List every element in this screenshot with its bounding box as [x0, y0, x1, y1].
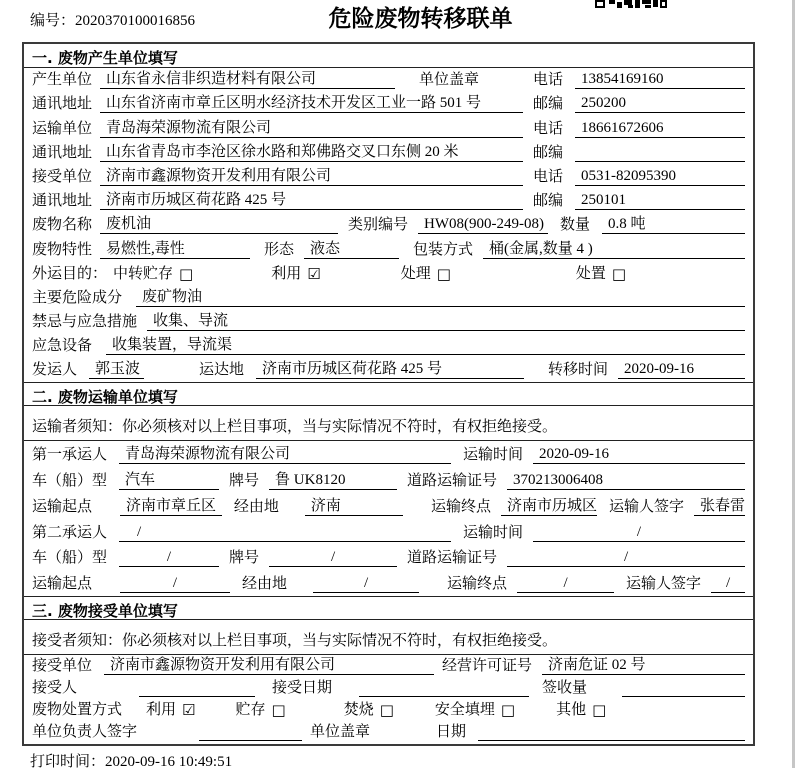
carrier1-time-label: 运输时间 — [463, 447, 524, 464]
receiver-address-row — [24, 189, 753, 213]
signature-value — [199, 740, 302, 741]
checkbox-treat: □ — [436, 264, 451, 283]
checkbox-incinerate: □ — [379, 701, 394, 720]
route1-row — [24, 493, 753, 519]
disposal-option-other — [556, 701, 606, 719]
date-label: 日期 — [436, 724, 467, 741]
waste-traits-label: 废物特性 — [32, 241, 93, 258]
route1-end-label: 运输终点 — [430, 498, 491, 515]
landfill-label: 安全填埋 — [434, 702, 495, 719]
checkbox-transfer-storage: □ — [179, 264, 194, 283]
vehicle1-cert-label: 道路运输证号 — [407, 473, 498, 490]
seal-label: 单位盖章 — [310, 724, 371, 741]
dispatch-person-value: 郭玉波 — [89, 360, 144, 379]
signature-label: 单位负责人签字 — [32, 724, 138, 741]
transporter-address-value: 山东省青岛市李沧区徐水路和郑佛路交叉口东侧 20 米 — [100, 143, 523, 162]
producer-value: 山东省永信非织造材料有限公司 — [100, 70, 395, 89]
dispatch-dest-value: 济南市历城区荷花路 425 号 — [256, 360, 524, 379]
route2-end-value: / — [517, 574, 614, 593]
carrier2-time-value: / — [533, 523, 745, 542]
disposal-option-incinerate — [344, 701, 394, 719]
waste-code-value: HW08(900-249-08) — [418, 215, 548, 234]
receiver-zip-value: 250101 — [575, 191, 745, 210]
vehicle2-cert-value: / — [507, 548, 745, 567]
purpose-option-treat — [401, 265, 451, 283]
date-value — [478, 740, 745, 741]
store-label: 贮存 — [235, 702, 266, 719]
carrier2-value: / — [119, 523, 451, 542]
purpose-option-transfer-storage — [113, 265, 193, 283]
route1-end-value: 济南市历城区 — [501, 497, 597, 516]
vehicle1-plate-value: 鲁 UK8120 — [269, 471, 397, 490]
dispose-label: 处置 — [575, 265, 606, 282]
serial-label: 编号： — [30, 13, 76, 29]
transporter-phone-label: 电话 — [532, 120, 563, 137]
route2-start-label: 运输起点 — [32, 576, 93, 593]
route1-via-label: 经由地 — [233, 498, 279, 515]
route2-end-label: 运输终点 — [447, 576, 508, 593]
checkbox-other: □ — [592, 701, 607, 720]
equipment-row — [24, 334, 753, 358]
transporter-row — [24, 116, 753, 140]
other-label: 其他 — [556, 702, 587, 719]
waste-name-row — [24, 213, 753, 237]
accept-person-label: 接受人 — [32, 679, 78, 696]
receiver-row — [24, 165, 753, 189]
incinerate-label: 焚烧 — [343, 702, 374, 719]
dispatch-dest-label: 运达地 — [199, 362, 245, 379]
transporter-label: 运输单位 — [32, 120, 93, 137]
transporter-value: 青岛海荣源物流有限公司 — [100, 119, 523, 138]
receiver-phone-value: 0531-82095390 — [575, 167, 745, 186]
waste-code-label: 类别编号 — [348, 217, 409, 234]
dispatch-label: 发运人 — [32, 362, 78, 379]
dispatch-time-label: 转移时间 — [548, 362, 609, 379]
accept-date-value — [359, 696, 529, 697]
hazard-row — [24, 286, 753, 310]
vehicle2-label: 车（船）型 — [32, 550, 108, 567]
carrier1-time-value: 2020-09-16 — [533, 445, 745, 464]
vehicle2-plate-label: 牌号 — [229, 550, 260, 567]
waste-name-value: 废机油 — [100, 215, 338, 234]
purpose-label: 外运目的： — [32, 265, 108, 282]
carrier2-label: 第二承运人 — [32, 524, 108, 541]
checkbox-landfill: □ — [500, 701, 516, 720]
accept-unit-row — [24, 655, 753, 677]
producer-zip-label: 邮编 — [532, 96, 563, 113]
vehicle1-label: 车（船）型 — [32, 473, 108, 490]
carrier2-row — [24, 519, 753, 545]
equipment-label: 应急设备 — [32, 338, 93, 355]
accept-qty-label: 签收量 — [542, 679, 588, 696]
receiver-label: 接受单位 — [32, 168, 93, 185]
hazard-label: 主要危险成分 — [32, 289, 123, 306]
purpose-option-dispose — [576, 265, 626, 283]
producer-label: 产生单位 — [32, 72, 93, 89]
transporter-phone-value: 18661672606 — [575, 119, 745, 138]
carrier1-value: 青岛海荣源物流有限公司 — [119, 445, 451, 464]
waste-form-value: 液态 — [304, 240, 399, 259]
waste-name-label: 废物名称 — [32, 217, 93, 234]
route1-sign-label: 运输人签字 — [608, 498, 684, 515]
page-edge — [792, 0, 795, 768]
producer-seal-label: 单位盖章 — [419, 72, 480, 89]
equipment-value: 收集装置，导流渠 — [106, 336, 745, 355]
carrier1-label: 第一承运人 — [32, 447, 108, 464]
vehicle2-type-value: / — [119, 548, 219, 567]
accept-license-value: 济南危证 02 号 — [542, 656, 745, 675]
route1-sign-value: 张春雷 — [694, 497, 745, 516]
checkbox-store: □ — [271, 701, 286, 720]
receiver-address-label: 通讯地址 — [32, 193, 93, 210]
section2-header: 二. 废物运输单位填写 — [24, 382, 753, 406]
accept-unit-label: 接受单位 — [32, 657, 93, 674]
accept-license-label: 经营许可证号 — [442, 657, 533, 674]
print-time-value: 2020-09-16 10:49:51 — [105, 754, 233, 770]
section3-header: 三. 废物接受单位填写 — [24, 596, 753, 620]
route1-start-label: 运输起点 — [32, 498, 93, 515]
purpose-option-utilize — [271, 265, 320, 283]
print-time-label: 打印时间： — [30, 754, 106, 770]
disposal-option-landfill — [435, 701, 515, 719]
vehicle2-plate-value: / — [269, 548, 397, 567]
carrier2-time-label: 运输时间 — [463, 524, 524, 541]
qr-code-fragment — [595, 0, 667, 9]
dispatch-row — [24, 358, 753, 382]
page-title: 危险废物转移联单 — [328, 6, 513, 32]
route1-via-value: 济南 — [305, 497, 403, 516]
route2-via-label: 经由地 — [242, 576, 288, 593]
route2-start-value: / — [120, 574, 230, 593]
section3-notice: 接受者须知：你必须核对以上栏目事项，当与实际情况不符时，有权拒绝接受。 — [24, 620, 753, 655]
transporter-zip-value — [575, 161, 745, 162]
checkbox-recycle: ☑ — [182, 701, 196, 720]
receiver-value: 济南市鑫源物资开发利用有限公司 — [100, 167, 523, 186]
vehicle1-cert-value: 370213006408 — [507, 471, 745, 490]
waste-traits-row — [24, 237, 753, 261]
section1-header: 一. 废物产生单位填写 — [24, 44, 753, 68]
disposal-option-recycle — [146, 701, 195, 719]
route2-via-value: / — [313, 574, 419, 593]
vehicle2-cert-label: 道路运输证号 — [407, 550, 498, 567]
accept-unit-value: 济南市鑫源物资开发利用有限公司 — [104, 656, 434, 675]
utilize-label: 利用 — [271, 265, 302, 282]
accept-date-label: 接受日期 — [272, 679, 333, 696]
producer-row — [24, 68, 753, 92]
purpose-row — [24, 262, 753, 286]
receiver-zip-label: 邮编 — [532, 193, 563, 210]
section2-notice: 运输者须知：你必须核对以上栏目事项，当与实际情况不符时，有权拒绝接受。 — [24, 406, 753, 441]
carrier1-row — [24, 441, 753, 467]
producer-address-label: 通讯地址 — [32, 96, 93, 113]
taboo-row — [24, 310, 753, 334]
route2-row — [24, 570, 753, 596]
hazard-value: 废矿物油 — [136, 288, 745, 307]
accept-person-row — [24, 678, 753, 700]
dispatch-time-value: 2020-09-16 — [618, 360, 745, 379]
disposal-row — [24, 700, 753, 722]
receiver-phone-label: 电话 — [532, 168, 563, 185]
producer-phone-value: 13854169160 — [575, 70, 745, 89]
signature-row — [24, 722, 753, 744]
waste-pack-value: 桶(金属,数量 4 ) — [483, 240, 745, 259]
taboo-value: 收集、导流 — [147, 312, 745, 331]
route1-start-value: 济南市章丘区 — [120, 497, 222, 516]
checkbox-utilize: ☑ — [307, 264, 321, 283]
treat-label: 处理 — [400, 265, 431, 282]
transfer-storage-label: 中转贮存 — [113, 265, 174, 282]
route2-sign-value: / — [711, 574, 745, 593]
waste-form-label: 形态 — [264, 241, 295, 258]
waste-qty-value: 0.8 吨 — [602, 215, 745, 234]
producer-address-row — [24, 92, 753, 116]
transporter-address-label: 通讯地址 — [32, 144, 93, 161]
taboo-label: 禁忌与应急措施 — [32, 314, 138, 331]
waste-qty-label: 数量 — [560, 217, 591, 234]
serial-value: 2020370100016856 — [75, 13, 196, 29]
producer-phone-label: 电话 — [532, 72, 563, 89]
vehicle1-type-value: 汽车 — [119, 471, 219, 490]
producer-address-value: 山东省济南市章丘区明水经济技术开发区工业一路 501 号 — [100, 94, 523, 113]
waste-traits-value: 易燃性,毒性 — [100, 240, 250, 259]
recycle-label: 利用 — [146, 702, 177, 719]
route2-sign-label: 运输人签字 — [626, 576, 702, 593]
accept-person-value — [139, 696, 255, 697]
vehicle1-plate-label: 牌号 — [229, 473, 260, 490]
transporter-zip-label: 邮编 — [532, 144, 563, 161]
waste-pack-label: 包装方式 — [413, 241, 474, 258]
disposal-option-store — [235, 701, 285, 719]
producer-zip-value: 250200 — [575, 94, 745, 113]
vehicle1-row — [24, 467, 753, 493]
checkbox-dispose: □ — [611, 264, 627, 283]
manifest-form — [22, 42, 755, 746]
transporter-address-row — [24, 141, 753, 165]
receiver-address-value: 济南市历城区荷花路 425 号 — [100, 191, 523, 210]
disposal-label: 废物处置方式 — [32, 702, 123, 719]
vehicle2-row — [24, 545, 753, 571]
accept-qty-value — [622, 696, 745, 697]
